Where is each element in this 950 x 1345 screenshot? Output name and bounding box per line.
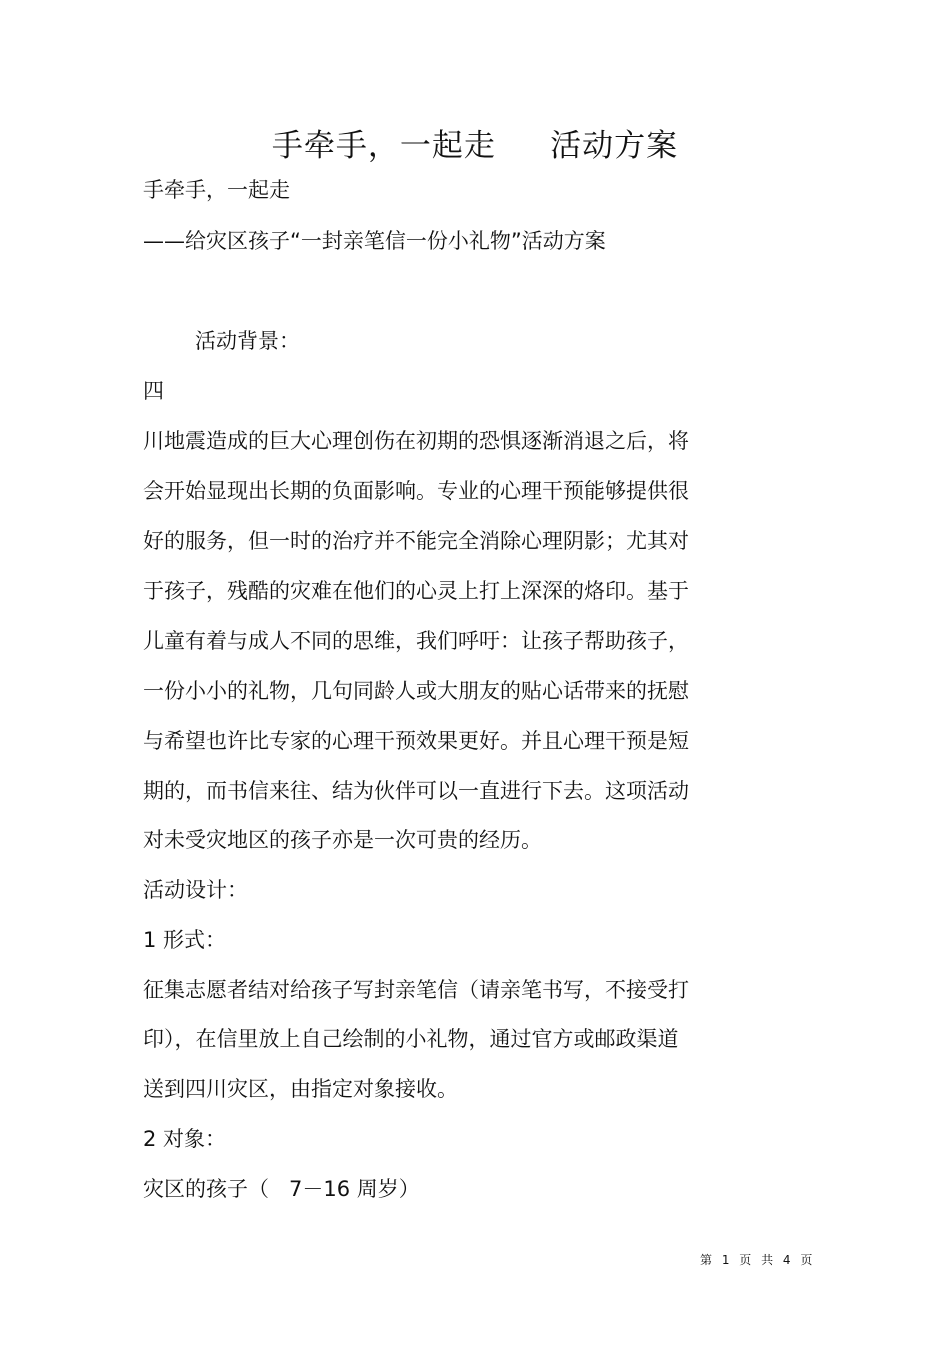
body-line: 期的，而书信来往、结为伙伴可以一直进行下去。这项活动	[143, 779, 689, 803]
body-line: 与希望也许比专家的心理干预效果更好。并且心理干预是短	[143, 729, 689, 753]
body-line: 一份小小的礼物，几句同龄人或大朋友的贴心话带来的抚慰	[143, 679, 689, 703]
subtitle-line-1: 手牵手，一起走	[143, 178, 290, 202]
body-line: 对未受灾地区的孩子亦是一次可贵的经历。	[143, 828, 542, 852]
body-line: 儿童有着与成人不同的思维，我们呼吁：让孩子帮助孩子，	[143, 629, 689, 653]
form-heading: 1 形式：	[143, 928, 227, 952]
form-line: 印），在信里放上自己绘制的小礼物，通过官方或邮政渠道	[143, 1027, 679, 1051]
target-heading: 2 对象：	[143, 1127, 227, 1151]
document-title: 手牵手，一起走 活动方案	[271, 128, 679, 164]
body-line: 于孩子，残酷的灾难在他们的心灵上打上深深的烙印。基于	[143, 579, 689, 603]
page-number-footer: 第 1 页 共 4 页	[700, 1253, 816, 1267]
form-line: 征集志愿者结对给孩子写封亲笔信（请亲笔书写，不接受打	[143, 978, 689, 1002]
subtitle-line-2: ——给灾区孩子“一封亲笔信一份小礼物”活动方案	[143, 229, 606, 253]
body-line: 好的服务，但一时的治疗并不能完全消除心理阴影；尤其对	[143, 529, 689, 553]
background-heading: 活动背景：	[195, 329, 300, 353]
design-heading: 活动设计：	[143, 878, 248, 902]
body-line: 会开始显现出长期的负面影响。专业的心理干预能够提供很	[143, 479, 689, 503]
body-line: 四	[143, 379, 164, 403]
body-line: 川地震造成的巨大心理创伤在初期的恐惧逐渐消退之后，将	[143, 429, 689, 453]
target-line: 灾区的孩子（ 7－16 周岁）	[143, 1177, 420, 1201]
form-line: 送到四川灾区，由指定对象接收。	[143, 1077, 458, 1101]
